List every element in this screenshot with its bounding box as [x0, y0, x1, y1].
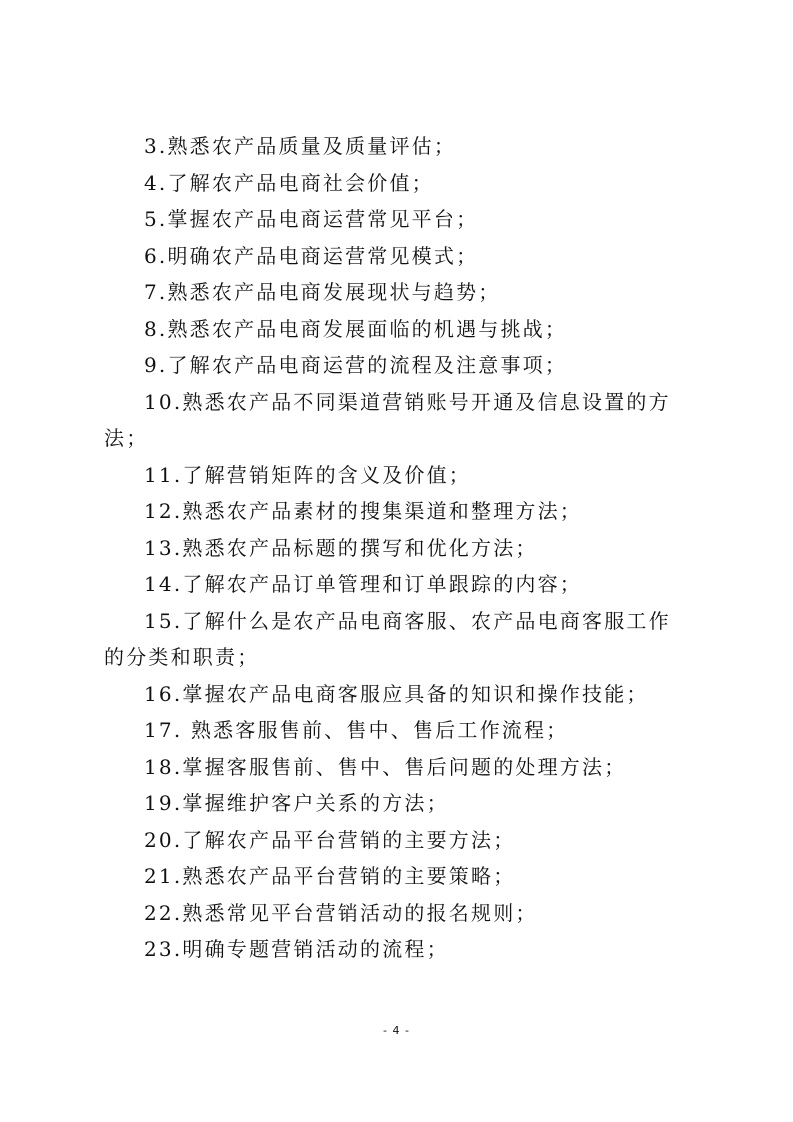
list-item: 22.熟悉常见平台营销活动的报名规则； [144, 900, 538, 925]
list-item: 19.掌握维护客户关系的方法； [144, 791, 449, 815]
list-item: 16.掌握农产品电商客服应具备的知识和操作技能； [144, 681, 649, 706]
list-item: 8.熟悉农产品电商发展面临的机遇与挑战； [144, 316, 568, 341]
page-number: - 4 - [383, 1024, 410, 1037]
list-item: 14.了解农产品订单管理和订单跟踪的内容； [144, 572, 583, 596]
list-item: 20.了解农产品平台营销的主要方法； [144, 827, 516, 852]
list-item: 6.明确农产品电商运营常见模式； [144, 243, 479, 268]
list-item: 23.明确专题营销活动的流程； [144, 937, 449, 961]
list-item: 12.熟悉农产品素材的搜集渠道和整理方法； [144, 499, 583, 523]
list-item: 13.熟悉农产品标题的撰写和优化方法； [144, 535, 538, 560]
list-item: 7.熟悉农产品电商发展现状与趋势； [144, 280, 501, 304]
list-item: 10.熟悉农产品不同渠道营销账号开通及信息设置的方法； [104, 389, 671, 450]
list-item: 15.了解什么是农产品电商客服、农产品电商客服工作的分类和职责； [104, 608, 671, 669]
list-item: 9.了解农产品电商运营的流程及注意事项； [144, 353, 568, 377]
list-item: 17. 熟悉客服售前、售中、售后工作流程； [144, 718, 569, 742]
list-item: 5.掌握农产品电商运营常见平台； [144, 207, 479, 231]
list-item: 21.熟悉农产品平台营销的主要策略； [144, 864, 516, 888]
list-item: 11.了解营销矩阵的含义及价值； [144, 462, 472, 487]
list-item: 18.掌握客服售前、售中、售后问题的处理方法； [144, 754, 627, 779]
objective-list [104, 128, 689, 968]
list-item: 4.了解农产品电商社会价值； [144, 170, 434, 195]
list-item: 3.熟悉农产品质量及质量评估； [144, 134, 457, 158]
